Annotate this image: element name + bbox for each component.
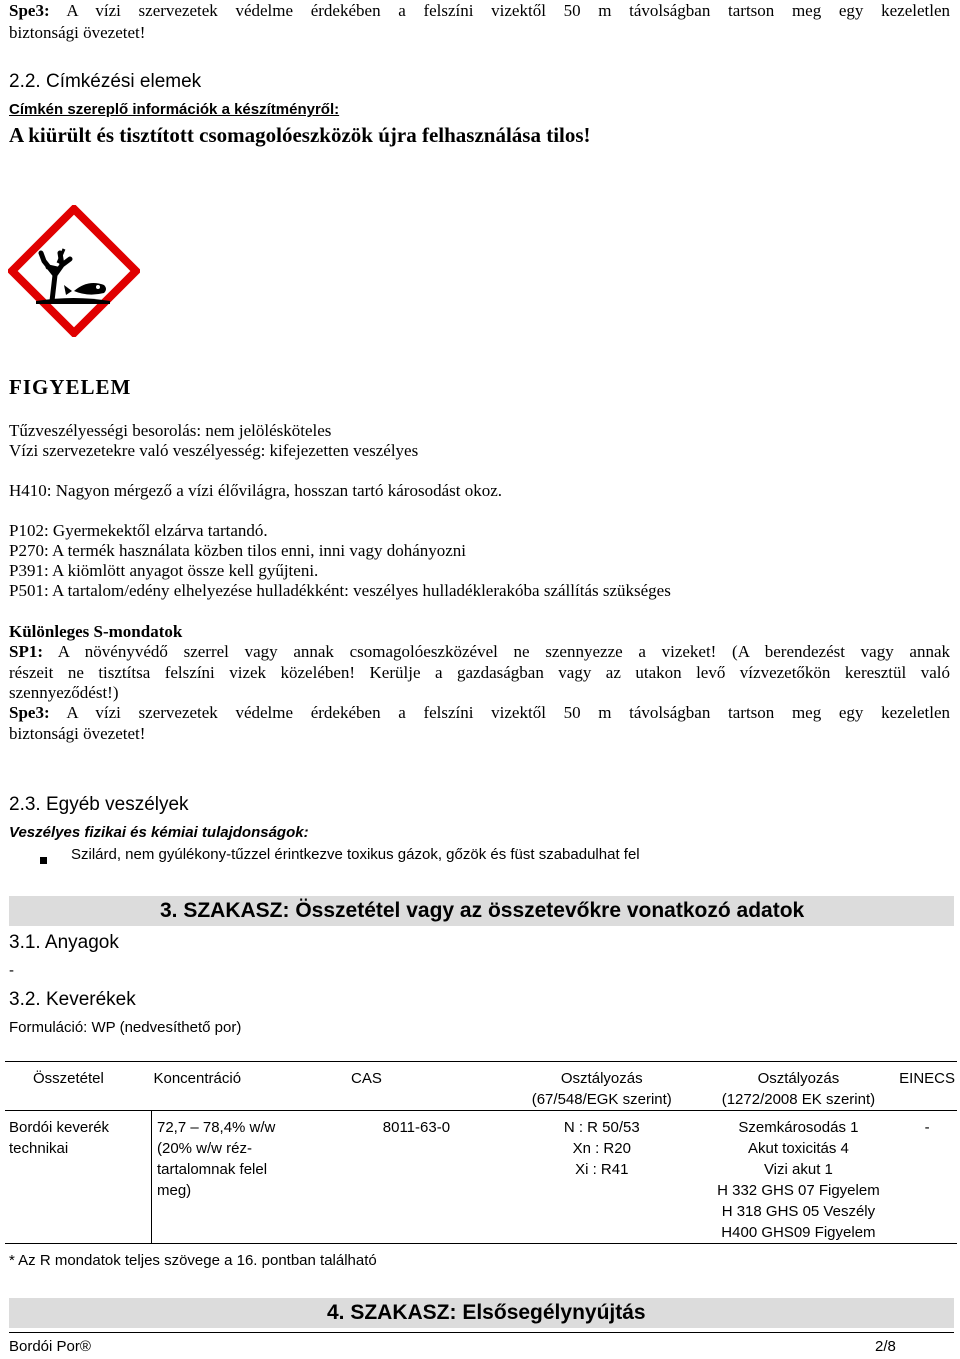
spe3-continued-line2: biztonsági övezetet! [9,23,146,42]
cell-class2-line6: H400 GHS09 Figyelem [721,1224,876,1241]
header-classification-1272 [700,1062,897,1111]
substances-heading: 3.1. Anyagok [9,932,119,953]
cell-composition-line2: technikai [9,1140,69,1157]
label-info-heading: Címkén szereplő információk a készítményről: [9,101,340,118]
special-s-phrases-heading: Különleges S-mondatok [9,622,183,641]
footer-page-number: 2/8 [875,1338,896,1355]
footer-product: Bordói Por® [9,1338,91,1355]
cell-class2-line2: Akut toxicitás 4 [747,1140,849,1157]
composition-table [5,1061,957,1244]
signal-word: FIGYELEM [9,375,132,399]
spe3-label-2: Spe3: [9,703,50,722]
header-class2-line1: Osztályozás [757,1070,840,1087]
header-einecs: EINECS [899,1070,955,1087]
sp1-label: SP1: [9,642,43,661]
sp1-line1 [9,641,950,663]
spe3-text-2: A vízi szervezetek védelme érdekében a felszíni vizektől 50 m távolságban tartson meg egy kezeletlen [66,703,950,722]
cell-conc-line3: tartalomnak felel [156,1161,268,1178]
cell-class2-line3: Vizi akut 1 [763,1161,833,1178]
precaution-p501: P501: A tartalom/edény elhelyezése hulladékként: veszélyes hulladéklerakóba szállítás szükséges [9,581,671,600]
cell-class1-line2: Xn : R20 [572,1140,631,1157]
header-class1-line1: Osztályozás [560,1070,643,1087]
precaution-p102: P102: Gyermekektől elzárva tartandó. [9,521,268,540]
cell-classification-1272 [700,1111,897,1244]
mixtures-heading: 3.2. Keverékek [9,989,136,1010]
table-row [5,1111,957,1244]
bullet-icon [40,851,47,869]
substances-value: - [9,962,14,979]
footer-rule [9,1332,954,1333]
r-phrases-footnote: * Az R mondatok teljes szövege a 16. pontban található [9,1252,377,1269]
header-class2-line2: (1272/2008 EK szerint) [721,1091,876,1108]
cell-einecs: - [924,1119,930,1136]
header-cas: CAS [351,1070,382,1087]
cell-composition [5,1111,151,1244]
formulation-text: Formuláció: WP (nedvesíthető por) [9,1019,242,1036]
sp1-text: A növényvédő szerrel vagy annak csomagolóeszközével ne szennyezze a vizeket! (A berendezést vagy annak [57,642,951,661]
spe3-line1 [9,702,950,724]
table-header-row [5,1062,957,1111]
precaution-p270: P270: A termék használata közben tilos enni, inni vagy dohányozni [9,541,467,560]
header-classification-67-548 [504,1062,700,1111]
cell-class2-line1: Szemkárosodás 1 [738,1119,859,1136]
physchem-hazards-heading: Veszélyes fizikai és kémiai tulajdonságok: [9,824,309,841]
spe3-label: Spe3: [9,1,50,20]
cell-classification-67-548 [504,1111,700,1244]
cell-class1-line1: N : R 50/53 [563,1119,640,1136]
environment-hazard-pictogram-icon [8,205,140,337]
spe3-line2: biztonsági övezetet! [9,724,146,743]
fire-classification: Tűzveszélyességi besorolás: nem jelölésköteles [9,421,332,440]
cell-composition-line1: Bordói keverék [9,1119,110,1136]
precaution-p391: P391: A kiömlött anyagot össze kell gyűjteni. [9,561,319,580]
bullet-item-1: Szilárd, nem gyúlékony-tűzzel érintkezve toxikus gázok, gőzök és füst szabadulhat fel [71,846,640,863]
hazard-statement-h410: H410: Nagyon mérgező a vízi élővilágra, hosszan tartó károsodást okoz. [9,481,503,500]
cell-class2-line5: H 318 GHS 05 Veszély [721,1203,876,1220]
cell-cas: 8011-63-0 [382,1119,451,1136]
cell-class2-line4: H 332 GHS 07 Figyelem [717,1182,880,1199]
reuse-warning: A kiürült és tisztított csomagolóeszközök újra felhasználása tilos! [9,123,591,147]
section-3-title: 3. SZAKASZ: Összetétel vagy az összetevőkre vonatkozó adatok [160,899,805,922]
header-concentration: Koncentráció [153,1070,242,1087]
spe3-text: A vízi szervezetek védelme érdekében a felszíni vizektől 50 m távolságban tartson meg egy kezeletlen [66,1,950,20]
cell-concentration [151,1111,301,1244]
section-2-3-heading: 2.3. Egyéb veszélyek [9,794,189,815]
aquatic-hazard: Vízi szervezetekre való veszélyesség: kifejezetten veszélyes [9,441,419,460]
section-4-title: 4. SZAKASZ: Elsősegélynyújtás [327,1301,646,1324]
cell-conc-line1: 72,7 – 78,4% w/w [156,1119,276,1136]
header-composition: Összetétel [33,1070,104,1087]
sp1-line2: részeit ne tisztítsa felszíni vizek közelében! Kerülje a gazdaságban vagy az utakon levő vízvezetőkön keresztül való [9,663,950,682]
section-2-2-heading: 2.2. Címkézési elemek [9,71,202,92]
header-class1-line2: (67/548/EGK szerint) [531,1091,672,1108]
cell-class1-line3: Xi : R41 [575,1161,629,1178]
cell-conc-line4: meg) [156,1182,192,1199]
spe3-continued-line1 [9,0,950,22]
cell-conc-line2: (20% w/w réz- [156,1140,253,1157]
sp1-line3: szennyeződést!) [9,683,119,702]
